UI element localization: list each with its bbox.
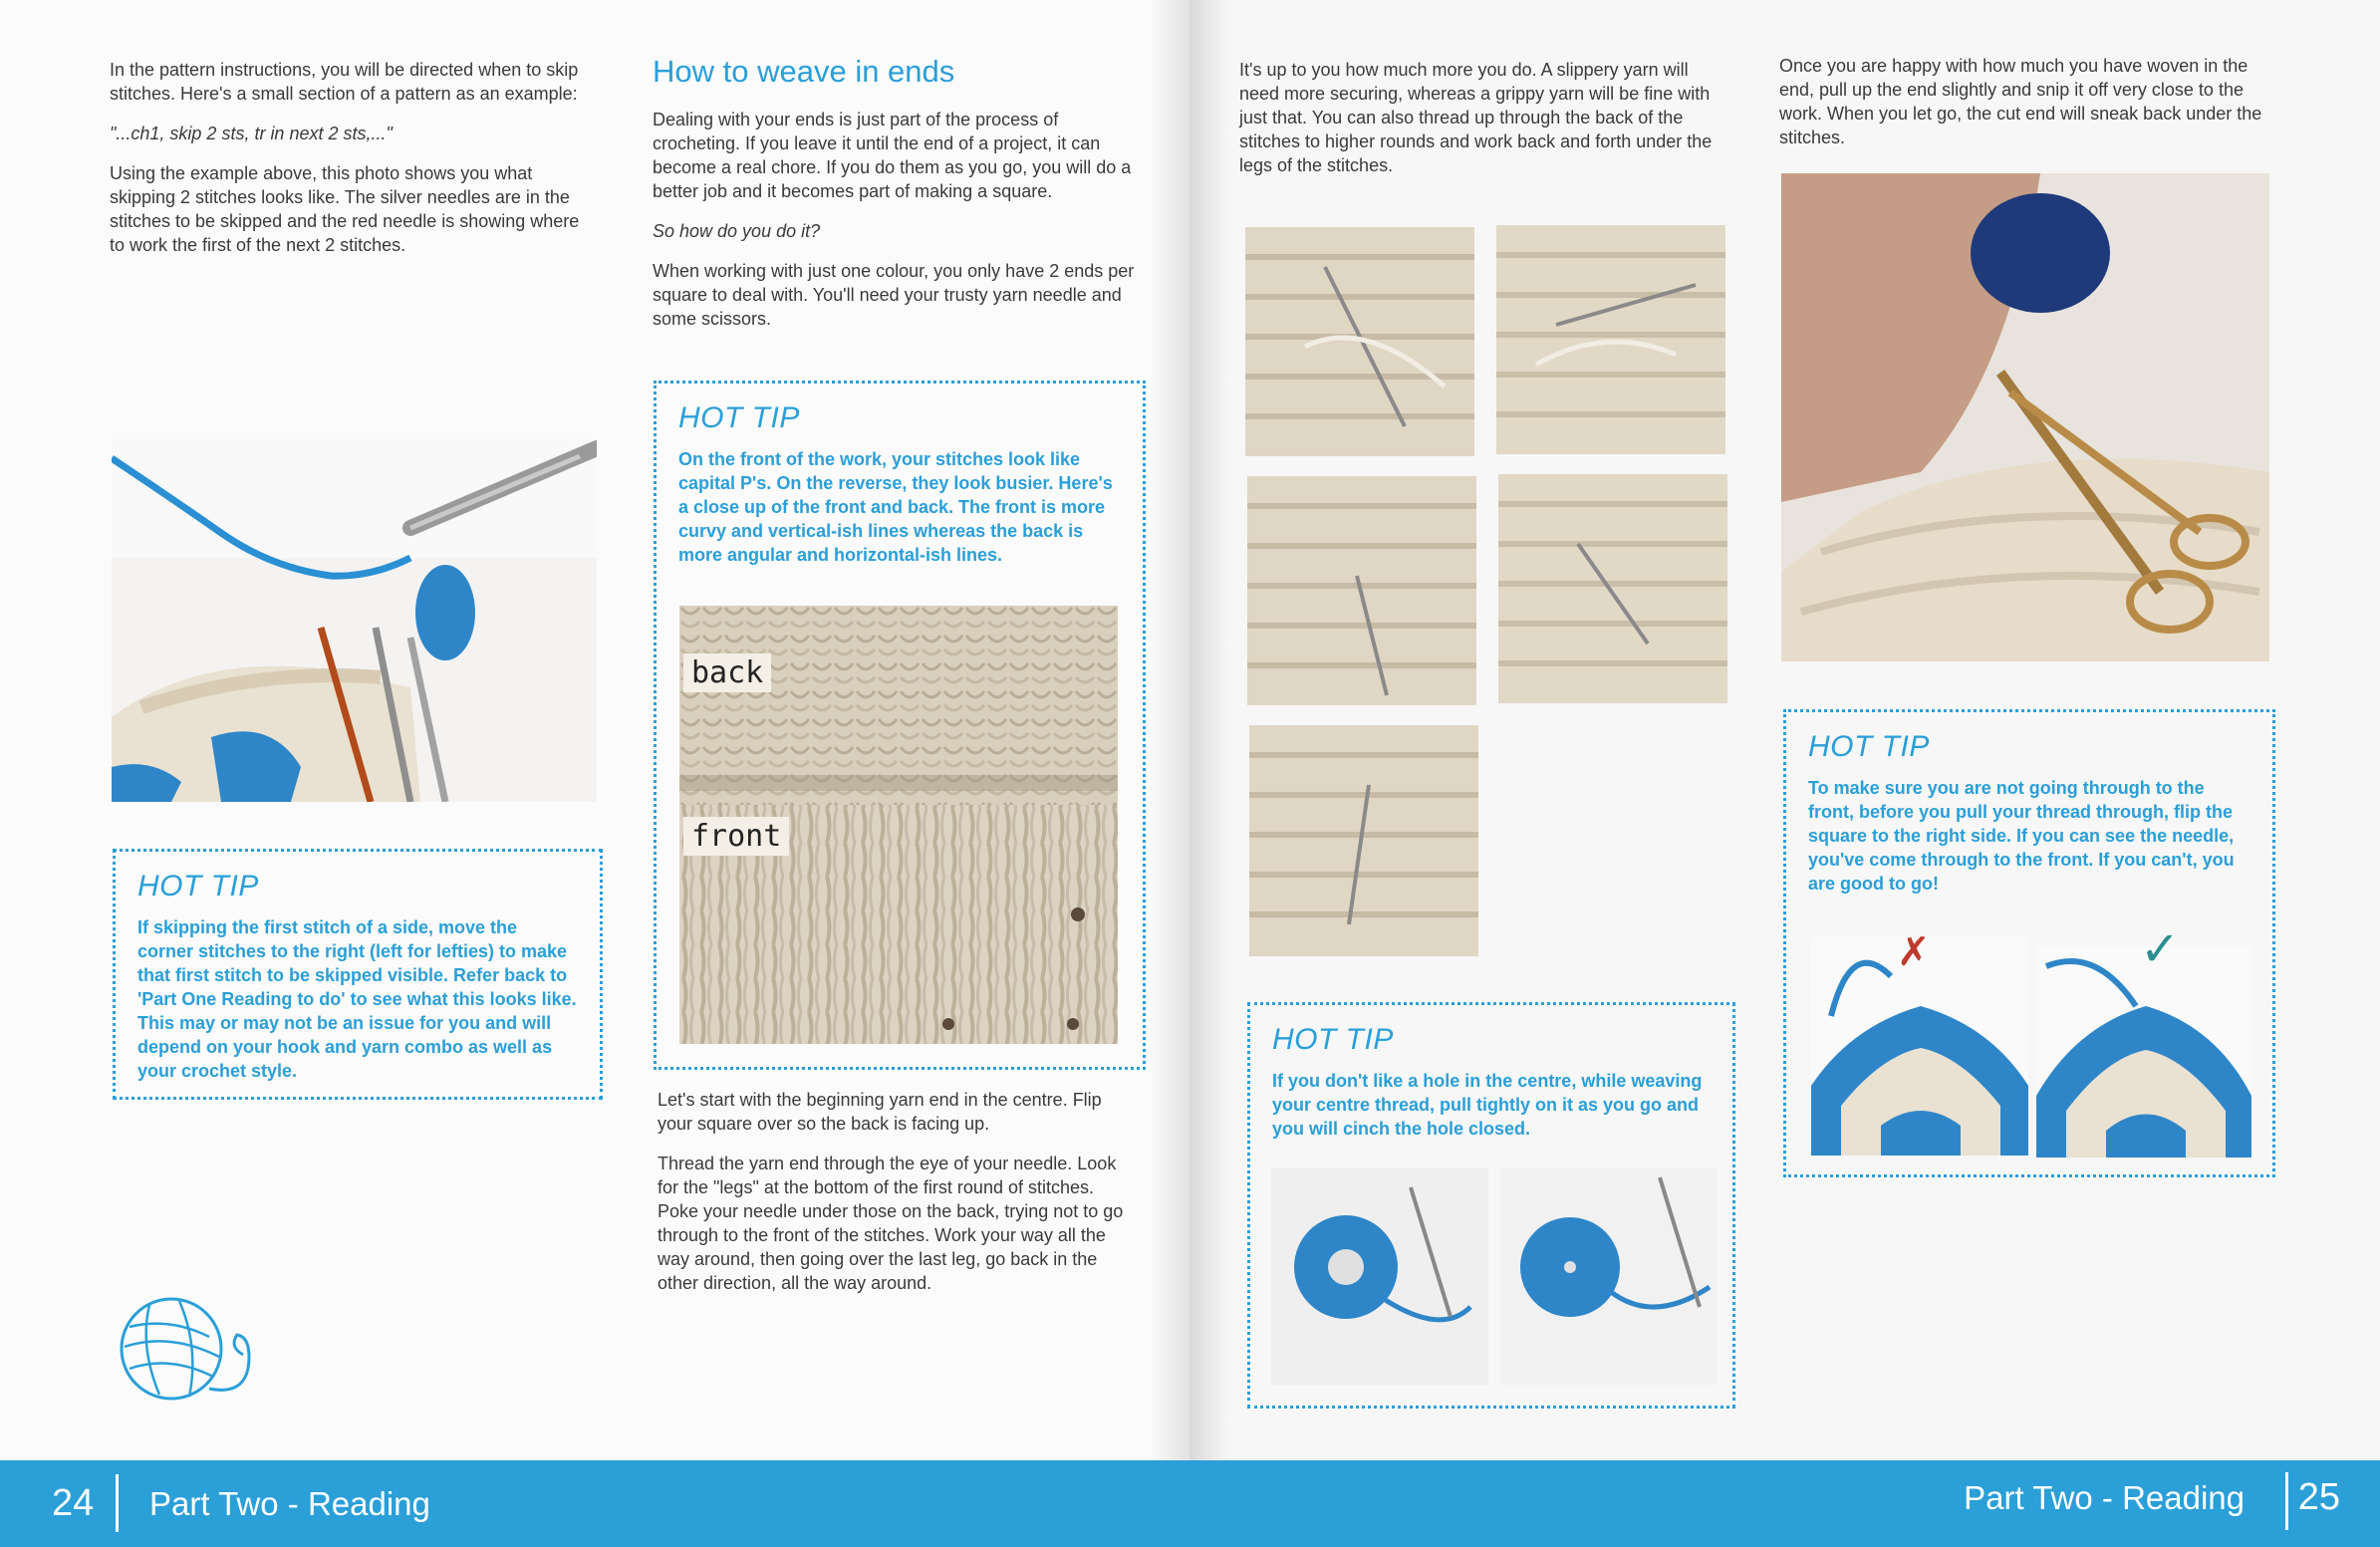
skip-explanation-paragraph: Using the example above, this photo shows you what skipping 2 stitches looks like. The silver needles are in the stitches to be skipped and the red needle is showing where to work the first of the next 2 stitches.: [110, 163, 580, 255]
gutter-shadow-left: [1150, 0, 1190, 1547]
weaving-step-photo-1: [1245, 227, 1474, 456]
gutter-shadow-right: [1190, 0, 1229, 1547]
footer-band-left: [0, 1460, 1190, 1547]
page-number-right: 25: [2297, 1476, 2340, 1518]
hot-tip-body: On the front of the work, your stitches look like capital P's. On the reverse, they look busier. Here's a close up of the front and back. The front is more curvy and vertical-ish lines whereas the back is more angular and horizontal-ish lines.: [678, 449, 1113, 565]
right-mark-icon: ✓: [2140, 923, 2181, 976]
hot-tip-title: HOT TIP: [1808, 730, 1930, 763]
back-label: back: [683, 653, 771, 692]
hot-tip-body: If you don't like a hole in the centre, while weaving your centre thread, pull tightly on it as you go and you will cinch the hole closed.: [1272, 1071, 1703, 1139]
footer-band-right: [1190, 1460, 2380, 1547]
footer-title-left: Part Two - Reading: [149, 1485, 430, 1522]
hot-tip-body: If skipping the first stitch of a side, move the corner stitches to the right (left for lefties) to make that first stitch to be skipped visible. Refer back to 'Part One Reading to do' to see what this looks like. This may or may not be an issue for you and will depend on your hook and yarn combo as well as your crochet style.: [137, 917, 577, 1081]
thread-needle-paragraph: Thread the yarn end through the eye of your needle. Look for the "legs" at the bottom of the first round of stitches. Poke your needle under those on the back, trying not to go through to the front of the stitches. Work your way all the way around, then going over the last leg, go back in the other direction, all the way around.: [658, 1154, 1124, 1293]
snipping-photo: [1781, 173, 2269, 661]
hot-tip-title: HOT TIP: [678, 401, 800, 434]
hot-tip-title: HOT TIP: [1272, 1023, 1394, 1056]
weave-intro-paragraph: Dealing with your ends is just part of the process of crocheting. If you leave it until the end of a project, it can become a real chore. If you do them as you go, you will do a better job and it becomes part of making a square.: [653, 110, 1132, 201]
skip-stitches-photo: [112, 438, 597, 802]
one-colour-paragraph: When working with just one colour, you only have 2 ends per square to deal with. You'll need your trusty yarn needle and some scissors.: [653, 261, 1135, 329]
hot-tip-body: To make sure you are not going through to the front, before you pull your thread through, flip the square to the right side. If you can see the needle, you've come through to the front. If you can't, you are good to go!: [1808, 778, 2235, 894]
question-line: So how do you do it?: [653, 221, 821, 241]
snip-paragraph: Once you are happy with how much you have woven in the end, pull up the end slightly and snip it off very close to the work. When you let go, the cut end will sneak back under the stitches.: [1779, 56, 2262, 147]
hot-tip-title: HOT TIP: [137, 870, 259, 902]
intro-paragraph: In the pattern instructions, you will be directed when to skip stitches. Here's a small section of a pattern as an example:: [110, 60, 579, 104]
snip-column-text: [1779, 54, 2277, 165]
more-securing-paragraph: It's up to you how much more you do. A slippery yarn will need more securing, whereas a grippy yarn will be fine with just that. You can also thread up through the back of the stitches to higher rounds and work back and forth under the legs of the stitches.: [1239, 60, 1713, 175]
cinch-photo-before: [1271, 1167, 1488, 1385]
weave-ends-column: [653, 54, 1146, 347]
weaving-step-photo-4: [1498, 474, 1727, 703]
cinch-photo-after: [1500, 1167, 1718, 1385]
section-heading: How to weave in ends: [653, 54, 955, 89]
footer-divider-right: [2285, 1472, 2288, 1530]
right-page: [1190, 0, 2380, 1547]
weaving-step-photo-3: [1247, 476, 1476, 705]
page-number-left: 24: [52, 1482, 95, 1524]
weaving-step-photo-5: [1249, 725, 1478, 956]
wrong-mark-icon: ✗: [1897, 930, 1931, 974]
start-centre-paragraph: Let's start with the beginning yarn end in the centre. Flip your square over so the back is facing up.: [658, 1090, 1102, 1134]
yarn-ball-icon: [110, 1277, 259, 1407]
front-label: front: [683, 817, 789, 856]
weave-ends-column-continued: [658, 1088, 1126, 1311]
weaving-step-photo-2: [1496, 225, 1725, 454]
right-column-text: [1239, 58, 1727, 193]
pattern-example: "...ch1, skip 2 sts, tr in next 2 sts,...": [110, 124, 393, 143]
right-example-image: [2036, 946, 2251, 1158]
left-column-text: [110, 58, 593, 273]
hot-tip-skip-stitches: [113, 849, 603, 1100]
footer-divider-left: [116, 1474, 119, 1532]
footer-title-right: Part Two - Reading: [1964, 1479, 2245, 1516]
